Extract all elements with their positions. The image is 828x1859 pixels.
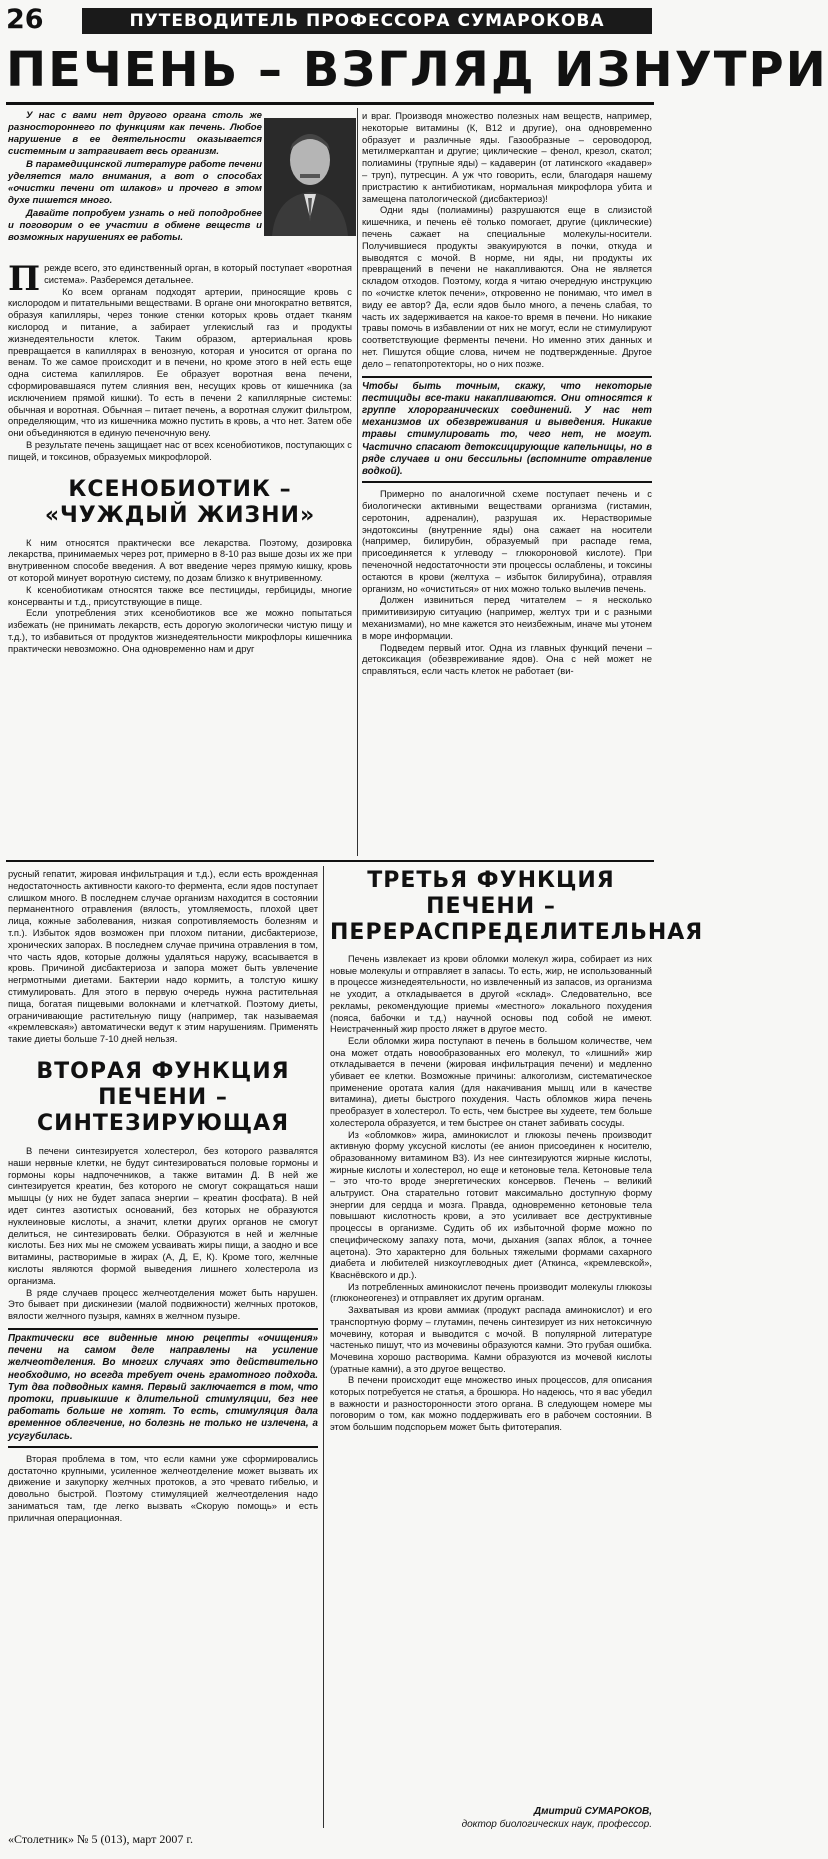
column-right-top (362, 110, 652, 677)
paragraph: Печень извлекает из крови обломки молекул жира, собирает из них новые молекулы и отправляет в запасы. То есть, жир, не использованный в процессе жизнедеятельности, но извлеченный из запасов, из организма не уходит, а откладывается в другой «склад». Следовательно, все рекламы, рекомендующие приемы «местного» локального похудения (пояса, бабочки и т.д.) научной основы под собой не имеют. Неистраченный жир просто ляжет в другое место. (330, 954, 652, 1035)
column-divider (323, 866, 324, 1828)
paragraph: Если употребления этих ксенобиотиков все же можно попытаться избежать (не принимать лекарств, есть дорогую экологически чистую пищу и т.д.), то избавиться от продуктов жизнедеятельности микрофлоры кишечника практически невозможно. Она одновременно нам и друг (8, 607, 352, 654)
paragraph: К ксенобиотикам относятся также все пестициды, гербициды, многие консерванты и т.д., присутствующие в пище. (8, 583, 352, 607)
author-photo (264, 118, 356, 236)
drop-cap: П (8, 259, 41, 299)
divider (6, 102, 654, 105)
issue-footer: «Столетник» № 5 (013), март 2007 г. (8, 1832, 193, 1846)
lead-paragraph: У нас с вами нет другого органа столь же разностороннего по функциям как печень. Любое нарушение в ее деятельности оказывается системным и затрагивает весь организм. (8, 110, 262, 157)
callout-box: Чтобы быть точным, скажу, что некоторые пестициды все-таки накапливаются. Они относятся к группе хлорорганических соединений. У нас нет механизмов их обезвреживания и выведения. Никакие травы стимулировать то, чего нет, не могут. Частично спасают детоксицирующие капельницы, но в ряде случаев и они бессильны (вспомните отравление водкой). (362, 376, 652, 484)
paragraph: Захватывая из крови аммиак (продукт распада аминокислот) и его транспортную форму – глутамин, печень синтезирует из них нетоксичную мочевину, которая и выводится с мочой. В популярной литературе частенько пишут, что из мочевины образуются камни. Это грубая ошибка. Мочевина хорошо растворима. Камни образуются из мочевой кислоты (уратные камни), а это другое вещество. (330, 1305, 652, 1374)
paragraph: Одни яды (полиамины) разрушаются еще в слизистой кишечника, и печень её только помогает, другие (циклические) печень сажает на специальные молекулы-носители. Получившиеся продукты эвакуируются в почки, откуда и выводятся с мочой. В норме, ни яды, ни продукты их превращений в печени не накапливаются. Она не является складом отходов. Поэтому, когда я читаю очередную инструкцию по «очистке клеток печени», откровенно не понимаю, что имел в виду ее автор? Да, если ядов было много, а печень слабая, то часть их задерживается на какое-то время в печени. Но никакие травы помочь в избавлении от них не могут, если не стимулируют соответствующие ферменты печени. Но именно этих данных и нет. Пишутся общие слова, ничем не подтвержденные. Другое дело – гепатопротекторы, но о них позже. (362, 204, 652, 369)
paragraph: В печени синтезируется холестерол, без которого развалятся наши нервные клетки, не будут синтезироваться половые гормоны и гормоны коры надпочечников, а также витамин Д. В ней же синтезируется креатин, без которого не смогут сокращаться наши мышцы (у них не будет запаса энергии – креатин фосфата). В ней идет синтез азотистых оснований, без которых не образуются нуклеиновые кислоты, а значит, клетки других органов не смогут делиться, не синтезировать белки. Образуются в ней и желчные кислоты. Без них мы не сможем усваивать жиры пищи, а заодно и все витамины, растворимые в жирах (А, Д, Е, К). Кроме того, желчные кислоты являются формой выведения лишнего холестерола из организма. (8, 1144, 318, 1286)
section-header-bar: ПУТЕВОДИТЕЛЬ ПРОФЕССОРА СУМАРОКОВА (82, 8, 652, 34)
callout-box: Практически все виденные мною рецепты «очищения» печени на самом деле направлены на усиление желчеотделения. Во многих случаях это действительно необходимо, но всегда требует очень грамотного подхода. Тут два подводных камня. Первый заключается в том, что протоки, привыкшие к длительной стимуляции, без нее работать больше не хотят. То есть, стимуляция дала временное облегчение, но болезнь не только не излечена, а усугубилась. (8, 1328, 318, 1448)
paragraph: В печени происходит еще множество иных процессов, для описания которых потребуется не статья, а брошюра. Но надеюсь, что я вас убедил в важности и разносторонности этого органа. В следующем номере мы поговорим о том, как можно поддерживать его в рабочем состоянии. В этом большим подспорьем может быть фитотерапия. (330, 1375, 652, 1433)
section-heading: ВТОРАЯ ФУНКЦИЯ ПЕЧЕНИ – СИНТЕЗИРУЮЩАЯ (36, 1058, 290, 1136)
paragraph: Из потребленных аминокислот печень производит молекулы глюкозы (глюконеогенез) и отправляет их другим органам. (330, 1281, 652, 1304)
column-left-top (8, 259, 352, 655)
paragraph: Из «обломков» жира, аминокислот и глюкозы печень производит активную форму уксусной кислоты (ее анион присоединен к носителю, образованному витамином В3). Из нее синтезируются жирные кислоты, жирные кислоты и холестерол, но еще и кетоновые тела. Кетоновые тела – это что-то вроде энергетических консервов. Печень – великий альтруист. Она старательно готовит максимально доступную форму энергии для сердца и мозга. Правда, одновременно кетоновые тела повышают кислотность крови, а это усиливает все деструктивные процессы в организме. Судить об их избыточной форме можно по специфическому запаху пота, мочи, дыхания (запах яблок, а точнее ацетона). Это характерно для больных тяжелыми формами сахарного диабета и любителей низкоуглеводных диет (Аткинса, «кремлевской», Кваснёвского и др.). (330, 1129, 652, 1280)
portrait-image (264, 118, 356, 236)
paragraph: Примерно по аналогичной схеме поступает печень и с биологически активными веществами организма (гистамин, серотонин, адреналин), разрушая их. Нерастворимые эндотоксины (внутренние яды) она сажает на носители (например, билирубин, образуемый при распаде гема, присоединяется к углеводу – глюкороновой кислоте). При печеночной недостаточности эти процессы ослаблены, и токсины остаются в крови (желтуха – избыток билирубина), отравляя организм, но «очиститься» от них можно только вылечив печень. (362, 488, 652, 594)
paragraph: Ко всем органам подходят артерии, приносящие кровь с кислородом и питательными веществами. В органе они многократно ветвятся, образуя капилляры, через тонкие стенки которых кровь отдает тканям кислород и питание, а забирает углекислый газ и продукты жизнедеятельности клеток. Таким образом, артериальная кровь превращается в капиллярах в венозную, которая и уносится от органа по венам. То же самое происходит и в печени, но кроме этого в ней есть еще одна система капилляров. Ее образует воротная вена печени, сформировавшаяся путем слияния вен, несущих кровь от кишечника (за исключением прямой кишки). То есть в печени 2 капиллярные системы: обычная и воротная. Обычная – питает печень, а воротная служит фильтром, определяющим, что из кишечника можно пустить в кровь, а что нет. Затем обе они объединяются в единую печеночную вену. (8, 285, 352, 439)
paragraph: К ним относятся практически все лекарства. Поэтому, дозировка лекарства, принимаемых через рот, примерно в 8-10 раз выше дозы их же при внутривенном способе введения. А вот введение через прямую кишку, кровь от которой минует воротную систему, по дозам близко к внутривенному. (8, 536, 352, 583)
paragraph: русный гепатит, жировая инфильтрация и т.д.), если есть врожденная недостаточность активности какого-то фермента, если ядов поступает слишком много. В последнем случае организм находится в состоянии перманентного отравления (вялость, утомляемость, плохой цвет лица, кожные заболевания, низкая сопротивляемость болезням и т.п.). Избыток ядов возможен при плохом питании, дисбактериозе, хронических запорах. В последнем случае причина отравления в том, что часть ядов, которые должны удаляться наружу, всасывается в кровь. Причиной дисбактериоза и запора может быть увлечение негрмотными диетами. Бактерии надо кормить, а толстую кишку стимулировать. Для этого в первую очередь нужна растительная пища, богатая пищевыми волокнами и клетчаткой. Поэтому диеты, ограничивающие растительную пищу (например, так называемая «кремлевская») автоматически ведут к этим нарушениям. Применять такие диеты больше 7-10 дней нельзя. (8, 868, 318, 1045)
article-title: ПЕЧЕНЬ – ВЗГЛЯД ИЗНУТРИ (6, 42, 828, 98)
section-heading: ТРЕТЬЯ ФУНКЦИЯ ПЕЧЕНИ – ПЕРЕРАСПРЕДЕЛИТЕЛЬНАЯ (330, 868, 704, 945)
divider (6, 860, 654, 862)
author-name: Дмитрий СУМАРОКОВ, (533, 1806, 652, 1817)
lead-paragraph: Давайте попробуем узнать о ней поподробнее и поговорим о ее участии в обмене веществ и возможных нарушениях ее работы. (8, 208, 262, 243)
page-number: 26 (6, 4, 44, 35)
paragraph-text: режде всего, это единственный орган, в который поступает «воротная система». Разберемся детальнее. (44, 262, 352, 285)
lead-paragraph: В парамедицинской литературе работе печени уделяется мало внимания, а вот о способах «очистки печени от шлаков» и прочего в этом духе пишется много. (8, 159, 262, 206)
paragraph: и враг. Производя множество полезных нам веществ, например, некоторые витамины (К, В12 и другие), она одновременно образует и различные яды. Газообразные – сероводород, метилмеркаптан и другие; циклические – фенол, крезол, скатол; полиамины (трупные яды) – кадаверин (от латинского «кадавер» – труп), путресцин. А уж что говорить, если, благодаря нашему пристрастию к антибиотикам, нормальная микрофлора убита и замещена патологической (дисбактериоз)! (362, 110, 652, 204)
section-heading: КСЕНОБИОТИК – «ЧУЖДЫЙ ЖИЗНИ» (44, 476, 316, 528)
paragraph (8, 259, 352, 299)
author-credentials: доктор биологических наук, профессор. (461, 1819, 652, 1830)
column-divider (357, 108, 358, 856)
article-lead (8, 110, 262, 245)
column-left-bottom (8, 868, 318, 1524)
paragraph: Если обломки жира поступают в печень в большом количестве, чем она может отдать новообразованных его молекул, то «лишний» жир откладывается в печени (жировая инфильтрация печени) и медленно убивает ее клетки. Возможные причины: алкоголизм, систематическое применение оротата калия (для накачивания мышц или в качестве витамина), диеты быстрого похудения. Часть обломков жира печень преобразует в холестерол. То есть, чем быстрее вы худеете, тем больше холестерола образуется, и тем быстрее он станет забивать сосуды. (330, 1035, 652, 1128)
paragraph: В ряде случаев процесс желчеотделения может быть нарушен. Это бывает при дискинезии (малой подвижности) желчных протоков, вялости желчного пузыря, камнях в желчном пузыре. (8, 1286, 318, 1322)
column-right-bottom (330, 868, 704, 1434)
paragraph: В результате печень защищает нас от всех ксенобиотиков, поступающих с пищей, и токсинов, образуемых микрофлорой. (8, 438, 352, 462)
paragraph: Должен извиниться перед читателем – я несколько примитивизирую ситуацию (например, желтух три и с разными механизмами), но мне кажется это неизбежным, иначе мы утонем в море информации. (362, 594, 652, 641)
paragraph: Вторая проблема в том, что если камни уже сформировались достаточно крупными, усиленное желчеотделение может вызвать их движение и закупорку желчных протоков, а это чревато гибелью, и довольно быстрой. Поэтому стимуляцией желчеотделения надо заниматься там, где легко вызвать «Скорую помощь» и есть приличная операционная. (8, 1452, 318, 1523)
paragraph: Подведем первый итог. Одна из главных функций печени – детоксикация (обезвреживание ядов). Она с ней может не справляться, если часть клеток не работает (ви- (362, 641, 652, 677)
